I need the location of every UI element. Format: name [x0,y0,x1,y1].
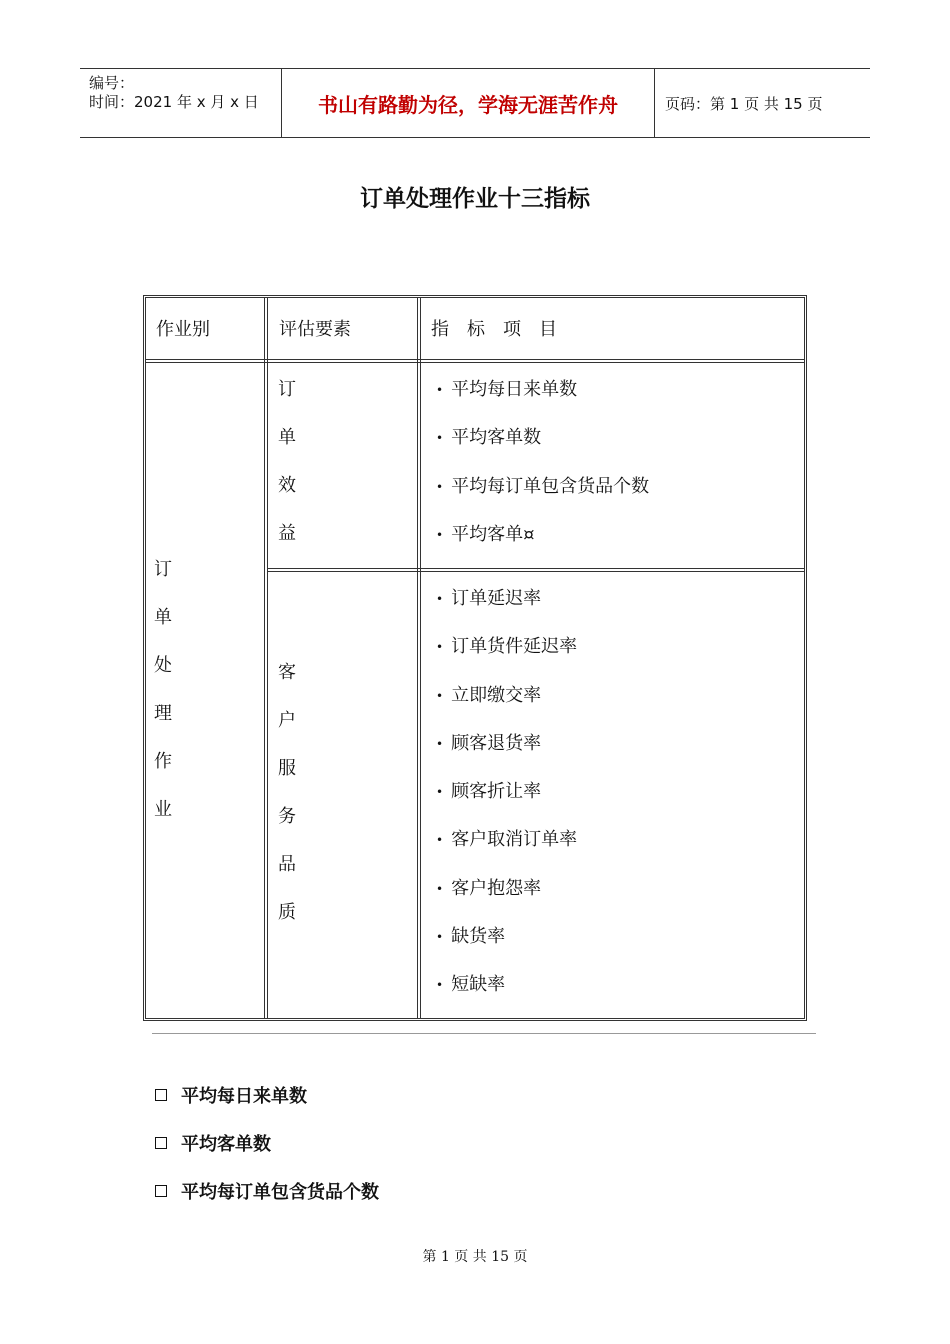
category-char: 处 [154,655,172,676]
category-cell [154,546,178,834]
element-char: 服 [278,758,296,779]
column-header-category: 作业别 [156,319,210,340]
category-char: 作 [154,751,172,772]
column-header-items: 指 标 项 目 [431,319,557,340]
indicator-table [143,295,807,1021]
list-item: • 短缺率 [436,961,577,1009]
checklist-label: 平均客单数 [181,1134,271,1155]
list-item: • 立即缴交率 [436,672,577,720]
element-cell-order-benefit [278,366,302,558]
category-char: 理 [154,703,172,724]
list-item: • 缺货率 [436,913,577,961]
category-char: 订 [154,559,172,580]
checkbox-icon [155,1185,167,1197]
column-header-element: 评估要素 [279,319,351,340]
list-item: • 平均客单数 [436,414,649,462]
list-item: • 订单货件延迟率 [436,623,577,671]
list-item: • 平均每订单包含货品个数 [436,463,649,511]
header-page-info: 页码：第 1 页 共 15 页 [665,94,823,113]
header-motto: 书山有路勤为径，学海无涯苦作舟 [282,69,655,137]
element-char: 单 [278,427,296,448]
element-char: 效 [278,475,296,496]
category-char: 业 [154,799,172,820]
header-meta [80,69,282,137]
document-header [80,68,870,138]
list-item: • 平均客单¤ [436,511,649,559]
checklist-label: 平均每订单包含货品个数 [181,1182,379,1203]
element-char: 务 [278,806,296,827]
page-title: 订单处理作业十三指标 [360,186,590,212]
checklist-item [155,1178,379,1204]
page-footer: 第 1 页 共 15 页 [422,1249,528,1265]
category-char: 单 [154,607,172,628]
items-list-service-quality [436,575,577,1010]
items-list-order-benefit [436,366,649,559]
element-char: 订 [278,379,296,400]
element-char: 客 [278,662,296,683]
element-char: 户 [278,710,296,731]
checkbox-icon [155,1137,167,1149]
checklist-item [155,1082,307,1108]
column-divider [417,298,421,1018]
checklist-item [155,1130,271,1156]
list-item: • 客户抱怨率 [436,865,577,913]
time-label: 时间：2021 年 x 月 x 日 [89,93,259,111]
list-item: • 客户取消订单率 [436,816,577,864]
element-char: 品 [278,854,296,875]
checkbox-icon [155,1089,167,1101]
list-item: • 订单延迟率 [436,575,577,623]
section-divider [152,1033,816,1034]
code-label: 编号： [89,74,135,92]
element-cell-service-quality [278,649,302,937]
header-row-divider [146,359,804,363]
element-char: 益 [278,523,296,544]
list-item: • 顾客折让率 [436,768,577,816]
list-item: • 顾客退货率 [436,720,577,768]
checklist-label: 平均每日来单数 [181,1086,307,1107]
element-char: 质 [278,902,296,923]
column-divider [264,298,268,1018]
list-item: • 平均每日来单数 [436,366,649,414]
group-divider [268,568,804,572]
